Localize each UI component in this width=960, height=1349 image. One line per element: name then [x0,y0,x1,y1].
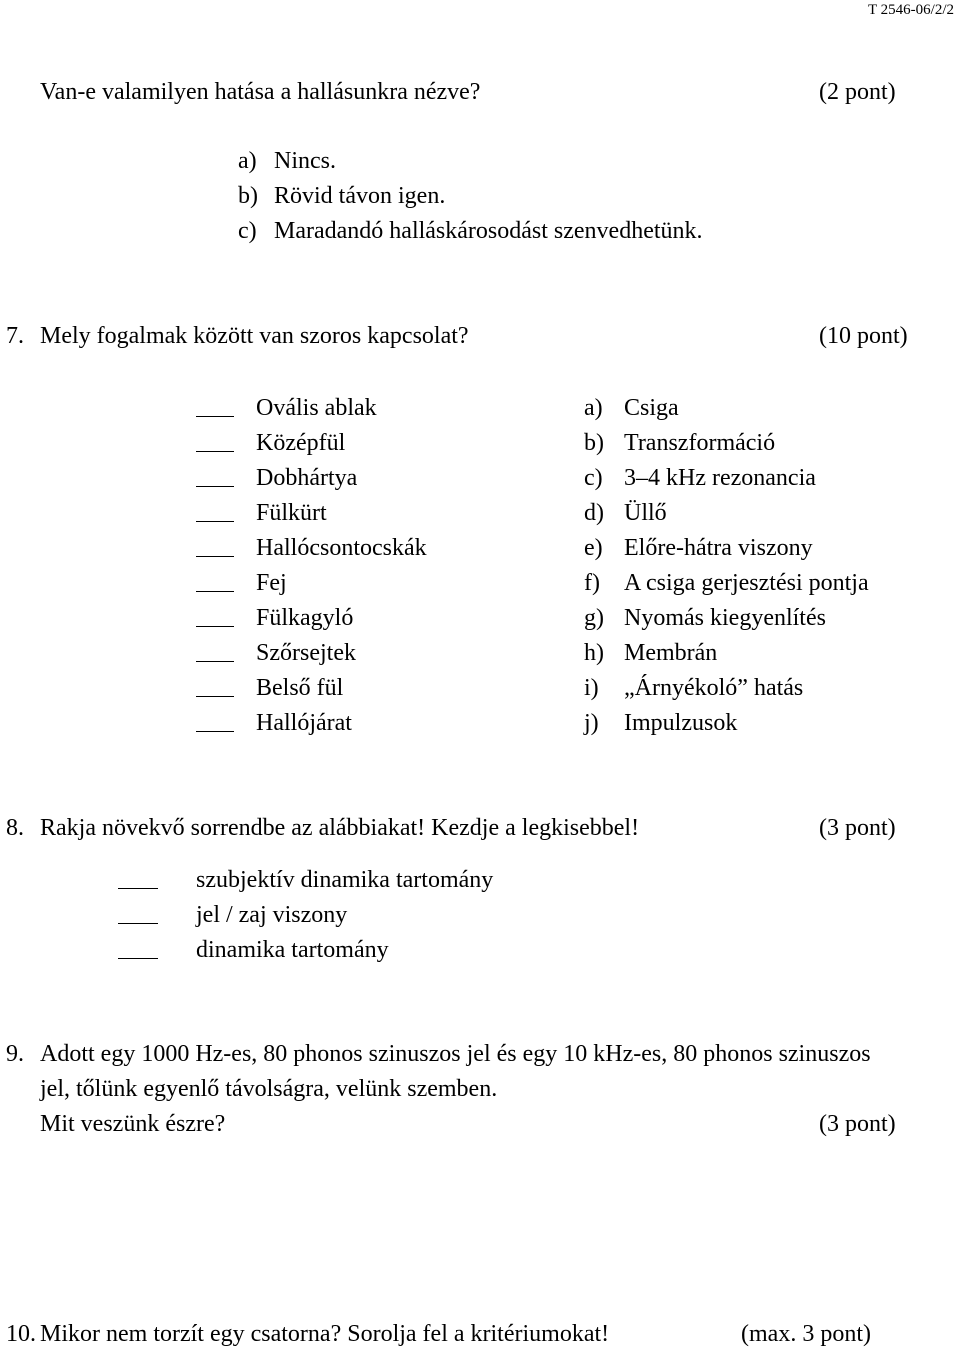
q8-question: Rakja növekvő sorrendbe az alábbiakat! Kezdje a legkisebbel! [40,815,640,841]
q7-right-term: Membrán [624,640,718,666]
q7-right-letter: h) [584,640,604,666]
q7-right-term: Csiga [624,395,679,421]
q7-answer-blank[interactable] [196,696,234,697]
q6-option-a-letter: a) [238,148,257,174]
q7-left-term: Fej [256,570,287,596]
q9-number: 9. [6,1041,24,1067]
q7-left-term: Szőrsejtek [256,640,356,666]
q9-line-2: jel, tőlünk egyenlő távolságra, velünk szemben. [40,1076,498,1102]
q7-left-term: Hallócsontocskák [256,535,427,561]
q7-left-term: Dobhártya [256,465,358,491]
q7-right-letter: c) [584,465,603,491]
q6-option-b-letter: b) [238,183,258,209]
q7-right-term: Nyomás kiegyenlítés [624,605,826,631]
q9-points: (3 pont) [819,1111,896,1137]
q7-right-term: Impulzusok [624,710,738,736]
page-code: T 2546-06/2/2 [868,2,954,18]
q9-line-1: Adott egy 1000 Hz-es, 80 phonos szinuszos jel és egy 10 kHz-es, 80 phonos szinuszos [40,1041,871,1067]
q7-right-letter: i) [584,675,599,701]
q6-option-a: Nincs. [274,148,336,174]
q7-answer-blank[interactable] [196,486,234,487]
q8-answer-blank-2[interactable] [118,923,158,924]
q7-right-term: „Árnyékoló” hatás [624,675,804,701]
q7-left-term: Fülkürt [256,500,327,526]
q7-question: Mely fogalmak között van szoros kapcsolat? [40,323,469,349]
q7-right-letter: f) [584,570,600,596]
q10-number: 10. [6,1321,36,1347]
q7-right-term: A csiga gerjesztési pontja [624,570,869,596]
q6-option-b: Rövid távon igen. [274,183,446,209]
q7-right-term: Előre-hátra viszony [624,535,813,561]
q7-right-term: Üllő [624,500,667,526]
q7-answer-blank[interactable] [196,661,234,662]
q6-option-c-letter: c) [238,218,257,244]
q7-answer-blank[interactable] [196,731,234,732]
q7-number: 7. [6,323,24,349]
q8-item-3: dinamika tartomány [196,937,389,963]
q6-question: Van-e valamilyen hatása a hallásunkra nézve? [40,79,481,105]
q7-right-term: Transzformáció [624,430,776,456]
q8-answer-blank-1[interactable] [118,888,158,889]
q6-points: (2 pont) [819,79,896,105]
q7-right-letter: g) [584,605,604,631]
q8-item-2: jel / zaj viszony [196,902,348,928]
q6-option-c: Maradandó halláskárosodást szenvedhetünk. [274,218,703,244]
q7-answer-blank[interactable] [196,451,234,452]
q8-points: (3 pont) [819,815,896,841]
q9-line-3: Mit veszünk észre? [40,1111,226,1137]
q8-item-1: szubjektív dinamika tartomány [196,867,494,893]
q7-answer-blank[interactable] [196,556,234,557]
q7-points: (10 pont) [819,323,908,349]
q7-answer-blank[interactable] [196,626,234,627]
q7-left-term: Belső fül [256,675,344,701]
q7-right-letter: a) [584,395,603,421]
q8-answer-blank-3[interactable] [118,958,158,959]
q7-right-letter: e) [584,535,603,561]
q7-left-term: Ovális ablak [256,395,377,421]
q7-right-term: 3–4 kHz rezonancia [624,465,816,491]
q7-answer-blank[interactable] [196,416,234,417]
q7-left-term: Középfül [256,430,346,456]
q10-points: (max. 3 pont) [741,1321,871,1347]
q7-right-letter: b) [584,430,604,456]
q7-answer-blank[interactable] [196,591,234,592]
q7-left-term: Hallójárat [256,710,352,736]
q7-left-term: Fülkagyló [256,605,354,631]
q7-answer-blank[interactable] [196,521,234,522]
q10-question: Mikor nem torzít egy csatorna? Sorolja fel a kritériumokat! [40,1321,610,1347]
q7-right-letter: j) [584,710,599,736]
q8-number: 8. [6,815,24,841]
q7-right-letter: d) [584,500,604,526]
